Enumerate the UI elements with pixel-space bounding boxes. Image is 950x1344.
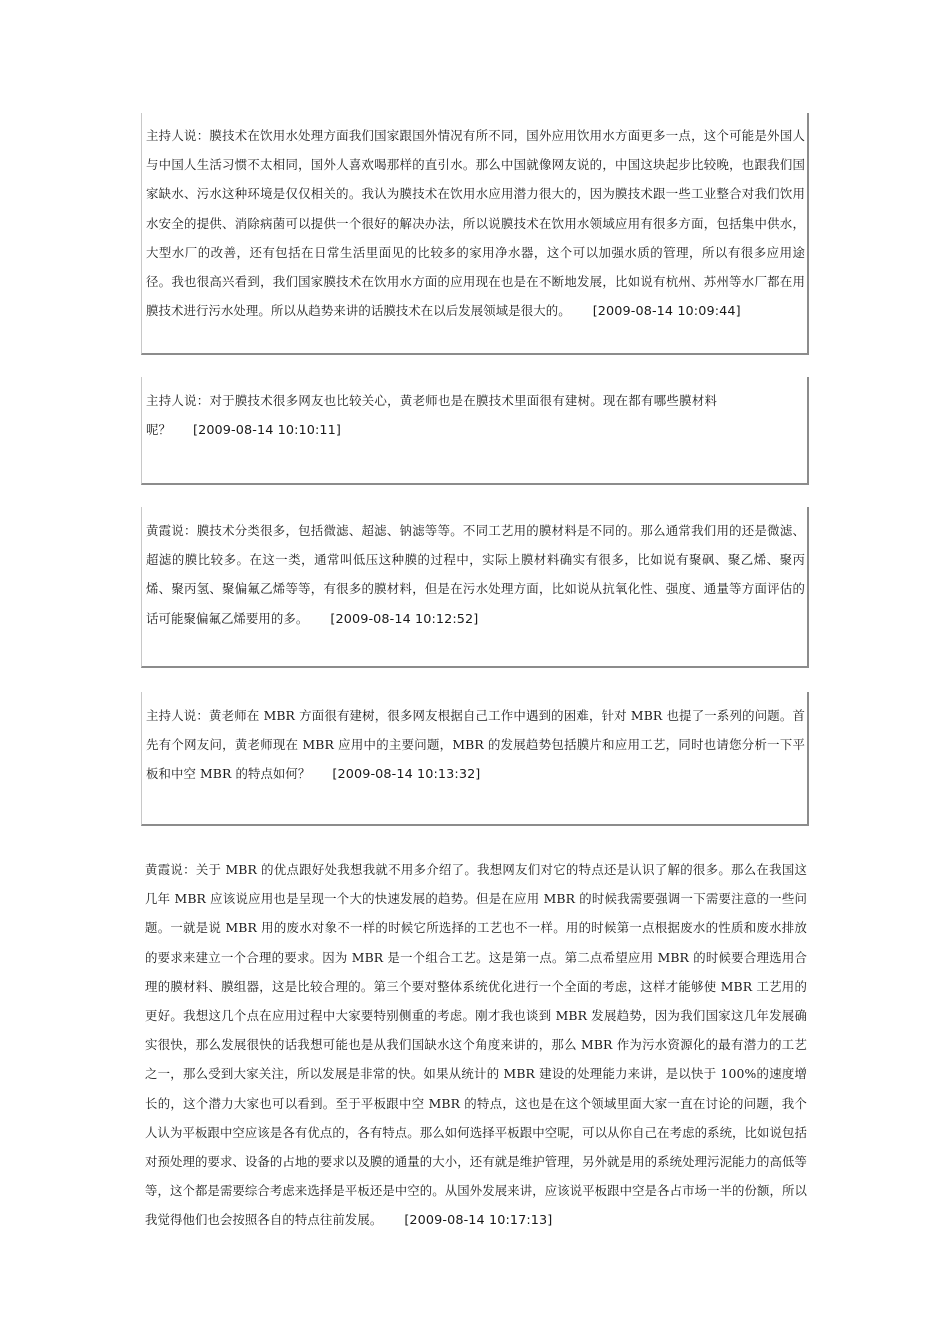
post-3-text	[142, 516, 807, 634]
post-1-speaker: 主持人说：	[146, 128, 210, 143]
post-3-timestamp: [2009-08-14 10:12:52]	[330, 611, 479, 627]
post-1-body: 膜技术在饮用水处理方面我们国家跟国外情况有所不同，国外应用饮用水方面更多一点，这个可能是外国人与中国人生活习惯不太相同，国外人喜欢喝那样的直引水。那么中国就像网友说的，中国这块起步比较晚，也跟我们国家缺水、污水这种环境是仅仅相关的。我认为膜技术在饮用水应用潜力很大的，因为膜技术跟一些工业整合对我们饮用水安全的提供、消除病菌可以提供一个很好的解决办法，所以说膜技术在饮用水领域应用有很多方面，包括集中供水，大型水厂的改善，还有包括在日常生活里面见的比较多的家用净水器，这个可以加强水质的管理，所以有很多应用途径。我也很高兴看到，我们国家膜技术在饮用水方面的应用现在也是在不断地发展，比如说有杭州、苏州等水厂都在用膜技术进行污水处理。所以从趋势来讲的话膜技术在以后发展领域是很大的。	[146, 128, 806, 319]
post-3-speaker: 黄霞说：	[146, 523, 197, 538]
post-4-speaker: 主持人说：	[146, 708, 210, 723]
chat-post-1	[141, 113, 809, 355]
chat-post-4	[141, 692, 809, 826]
post-2-text	[142, 386, 807, 445]
post-2-body: 对于膜技术很多网友也比较关心，黄老师也是在膜技术里面很有建树。现在都有哪些膜材料呢？	[146, 393, 718, 438]
post-5-body: 关于 MBR 的优点跟好处我想我就不用多介绍了。我想网友们对它的特点还是认识了解的很多。那么在我国这几年 MBR 应该说应用也是呈现一个大的快速发展的趋势。但是在应用 MBR 的时候我需要强调一下需要注意的一些问题。一就是说 MBR 用的废水对象不一样的时候它所选择的工艺也不一样。用的时候第一点根据废水的性质和废水排放的要求来建立一个合理的要求。因为 MBR 是一个组合工艺。这是第一点。第二点希望应用 MBR 的时候要合理选用合理的膜材料、膜组器，这是比较合理的。第三个要对整体系统优化进行一个全面的考虑，这样才能够使 MBR 工艺用的更好。我想这几个点在应用过程中大家要特别侧重的考虑。刚才我也谈到 MBR 发展趋势，因为我们国家这几年发展确实很快，那么发展很快的话我想可能也是从我们国缺水这个角度来讲的，那么 MBR 作为污水资源化的最有潜力的工艺之一，那么受到大家关注，所以发展是非常的快。如果从统计的 MBR 建设的处理能力来讲，是以快于 100%的速度增长的，这个潜力大家也可以看到。至于平板跟中空 MBR 的特点，这也是在这个领域里面大家一直在讨论的问题，我个人认为平板跟中空应该是各有优点的，各有特点。那么如何选择平板跟中空呢，可以从你自己在考虑的系统，比如说包括对预处理的要求、设备的占地的要求以及膜的通量的大小，还有就是维护管理，另外就是用的系统处理污泥能力的高低等等，这个都是需要综合考虑来选择是平板还是中空的。从国外发展来讲，应该说平板跟中空是各占市场一半的份额，所以我觉得他们也会按照各自的特点往前发展。	[145, 862, 808, 1228]
chat-post-3	[141, 507, 809, 668]
post-4-text	[142, 701, 807, 790]
post-5-text	[141, 855, 809, 1236]
post-3-body: 膜技术分类很多，包括微滤、超滤、钠滤等等。不同工艺用的膜材料是不同的。那么通常我们用的还是微滤、超滤的膜比较多。在这一类，通常叫低压这种膜的过程中，实际上膜材料确实有很多，比如说有聚砜、聚乙烯、聚丙烯、聚丙氢、聚偏氟乙烯等等，有很多的膜材料，但是在污水处理方面，比如说从抗氧化性、强度、通量等方面评估的话可能聚偏氟乙烯要用的多。	[146, 523, 805, 626]
post-4-body: 黄老师在 MBR 方面很有建树，很多网友根据自己工作中遇到的困难，针对 MBR 也提了一系列的问题。首先有个网友问，黄老师现在 MBR 应用中的主要问题，MBR 的发展趋势包括膜片和应用工艺，同时也请您分析一下平板和中空 MBR 的特点如何？	[146, 708, 805, 782]
post-5-speaker: 黄霞说：	[145, 862, 196, 877]
post-2-speaker: 主持人说：	[146, 393, 210, 408]
post-5-timestamp: [2009-08-14 10:17:13]	[404, 1213, 553, 1229]
post-1-timestamp: [2009-08-14 10:09:44]	[592, 304, 741, 320]
chat-post-2	[141, 377, 809, 485]
post-2-timestamp: [2009-08-14 10:10:11]	[192, 423, 341, 439]
post-4-timestamp: [2009-08-14 10:13:32]	[332, 767, 481, 783]
post-1-text	[142, 121, 807, 326]
chat-post-5	[141, 855, 809, 1229]
